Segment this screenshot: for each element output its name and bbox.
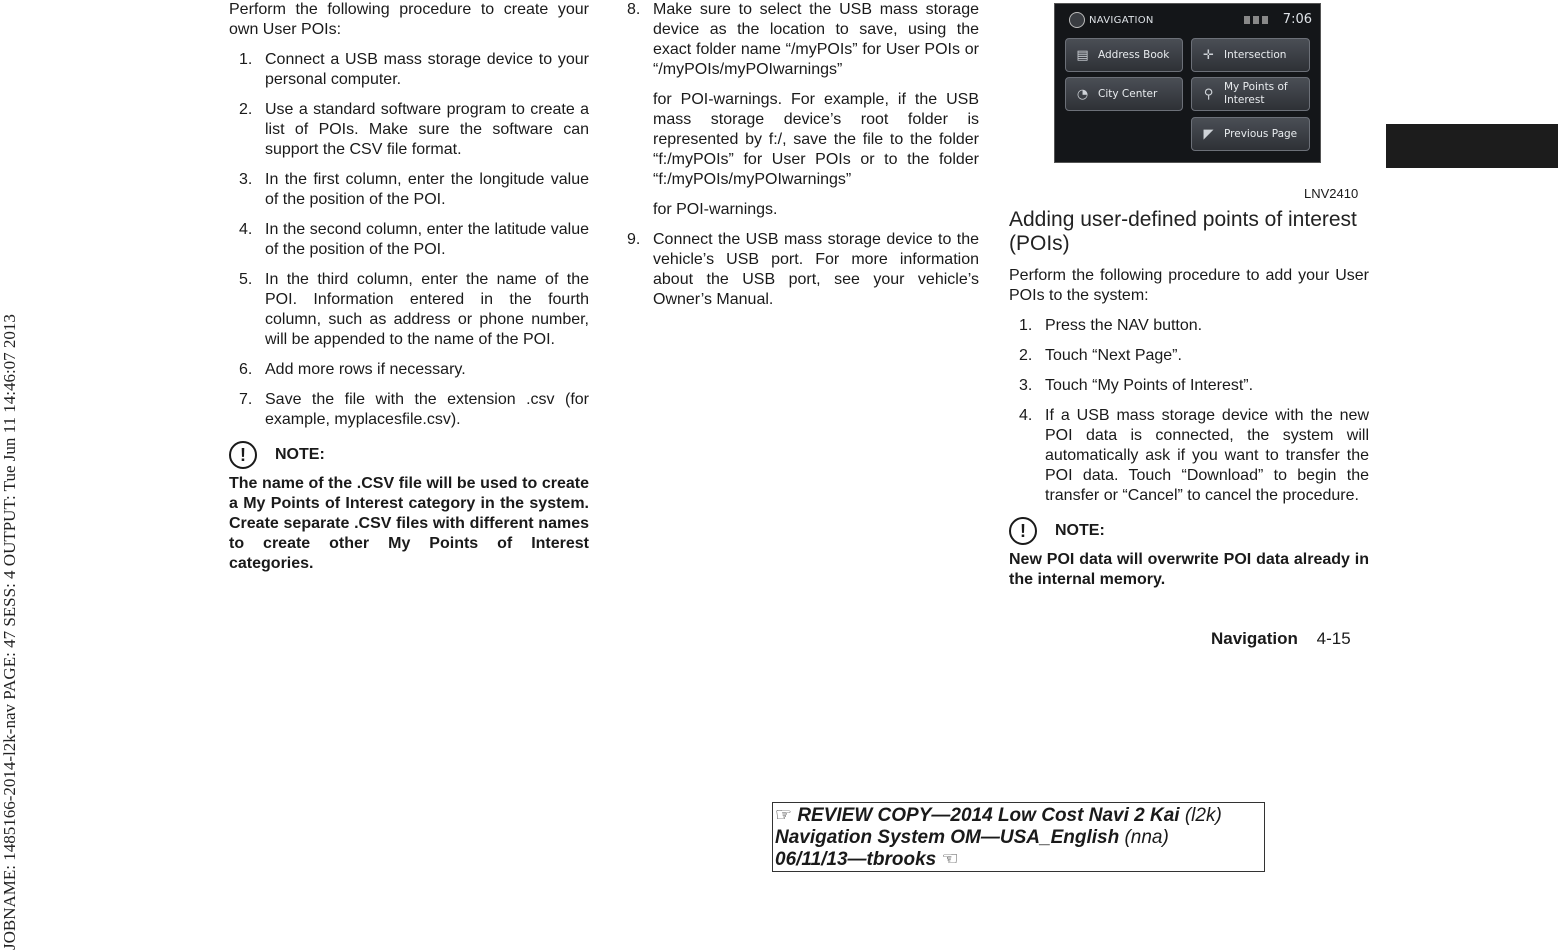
list-item: 4. If a USB mass storage device with the new POI data is connected, the system will automatically ask if you want to transfer the POI data. Touch “Download” to begin the transfer or “Cancel” to cancel the procedure. <box>1019 407 1369 504</box>
pointing-hand-left-icon: ☜ <box>941 849 959 870</box>
list-item: 2. Touch “Next Page”. <box>1019 347 1182 364</box>
caution-icon: ! <box>229 441 257 469</box>
list-item: 1. Press the NAV button. <box>1019 317 1203 334</box>
list-item: 3. Touch “My Points of Interest”. <box>1019 377 1254 394</box>
review-copy-box <box>772 802 1265 872</box>
note-text: New POI data will overwrite POI data already in the internal memory. <box>1009 551 1369 588</box>
right-column <box>1009 266 1369 590</box>
list-item: 6. Add more rows if necessary. <box>239 361 466 378</box>
previous-page-icon: ◤ <box>1203 127 1214 142</box>
caution-icon: ! <box>1009 517 1037 545</box>
poi-pin-icon: ⚲ <box>1203 87 1214 102</box>
intersection-icon: ✛ <box>1203 48 1214 63</box>
navigation-logo-icon <box>1069 12 1085 28</box>
list-item: 1. Connect a USB mass storage device to your personal computer. <box>239 51 589 88</box>
review-line-2: Navigation System OM—USA_English (nna) <box>775 827 1169 848</box>
navigation-screen-image <box>1054 3 1321 163</box>
intersection-button[interactable]: ✛ Intersection <box>1191 38 1310 72</box>
pointing-hand-icon: ☞ <box>775 805 793 826</box>
middle-column <box>617 0 979 320</box>
right-intro: Perform the following procedure to add your User POIs to the system: <box>1009 267 1369 304</box>
step-8-continuation-2: for POI-warnings. <box>653 201 778 218</box>
previous-page-button[interactable]: ◤ Previous Page <box>1191 117 1310 151</box>
step-8-continuation: for POI-warnings. For example, if the USB mass storage device’s root folder is represented by f:/, save the file to the folder “f:/myPOIs” for User POIs or to the folder “f:/myPOIs/myPOIwarnings” <box>653 91 979 188</box>
list-item: 3. In the first column, enter the longitude value of the position of the POI. <box>239 171 589 208</box>
city-center-icon: ◔ <box>1076 87 1089 102</box>
city-center-button[interactable]: ◔ City Center <box>1065 77 1183 111</box>
note-heading: ! NOTE: <box>1009 516 1369 546</box>
section-heading: Adding user-defined points of interest (POIs) <box>1009 208 1357 255</box>
screen-status-bar <box>1055 4 1320 38</box>
page-number: 4-15 <box>1316 629 1351 648</box>
review-line-3: 06/11/13—tbrooks ☜ <box>775 849 959 870</box>
review-line-1: ☞ REVIEW COPY—2014 Low Cost Navi 2 Kai (l2k) <box>775 805 1222 826</box>
screen-clock: 7:06 <box>1282 12 1312 27</box>
my-points-of-interest-button[interactable]: ⚲ My Points of Interest <box>1191 77 1310 111</box>
job-name-label: JOBNAME: 1485166-2014-l2k-nav PAGE: 47 SESS: 4 OUTPUT: Tue Jun 11 14:46:07 2013 <box>0 314 19 950</box>
list-item: 4. In the second column, enter the latitude value of the position of the POI. <box>239 221 589 258</box>
list-item: 5. In the third column, enter the name of the POI. Information entered in the fourth column, such as address or phone number, will be appended to the name of the POI. <box>239 271 589 348</box>
figure-caption: LNV2410 <box>1304 186 1359 201</box>
screen-title: NAVIGATION <box>1089 15 1154 26</box>
list-item: 7. Save the file with the extension .csv (for example, myplacesfile.csv). <box>239 391 589 428</box>
list-item: 8. Make sure to select the USB mass storage device as the location to save, using the exact folder name “/myPOIs” for User POIs or “/myPOIs/myPOIwarnings” <box>627 1 979 78</box>
address-book-icon: ▤ <box>1076 48 1089 63</box>
page-footer <box>1211 629 1351 649</box>
note-text: The name of the .CSV file will be used to create a My Points of Interest category in the system. Create separate .CSV files with different names to create other My Points of Interest categories. <box>229 475 589 572</box>
left-intro: Perform the following procedure to create your own User POIs: <box>229 1 589 38</box>
note-heading: ! NOTE: <box>229 440 589 470</box>
create-poi-steps <box>229 50 589 430</box>
footer-section: Navigation <box>1211 629 1298 648</box>
list-item: 2. Use a standard software program to create a list of POIs. Make sure the software can support the CSV file format. <box>239 101 589 158</box>
section-tab <box>1386 124 1558 168</box>
list-item: 9. Connect the USB mass storage device to the vehicle’s USB port. For more information about the USB port, see your vehicle’s Owner’s Manual. <box>627 231 979 308</box>
address-book-button[interactable]: ▤ Address Book <box>1065 38 1183 72</box>
add-poi-steps <box>1009 316 1369 506</box>
status-icons <box>1244 16 1268 24</box>
left-column <box>229 0 589 574</box>
